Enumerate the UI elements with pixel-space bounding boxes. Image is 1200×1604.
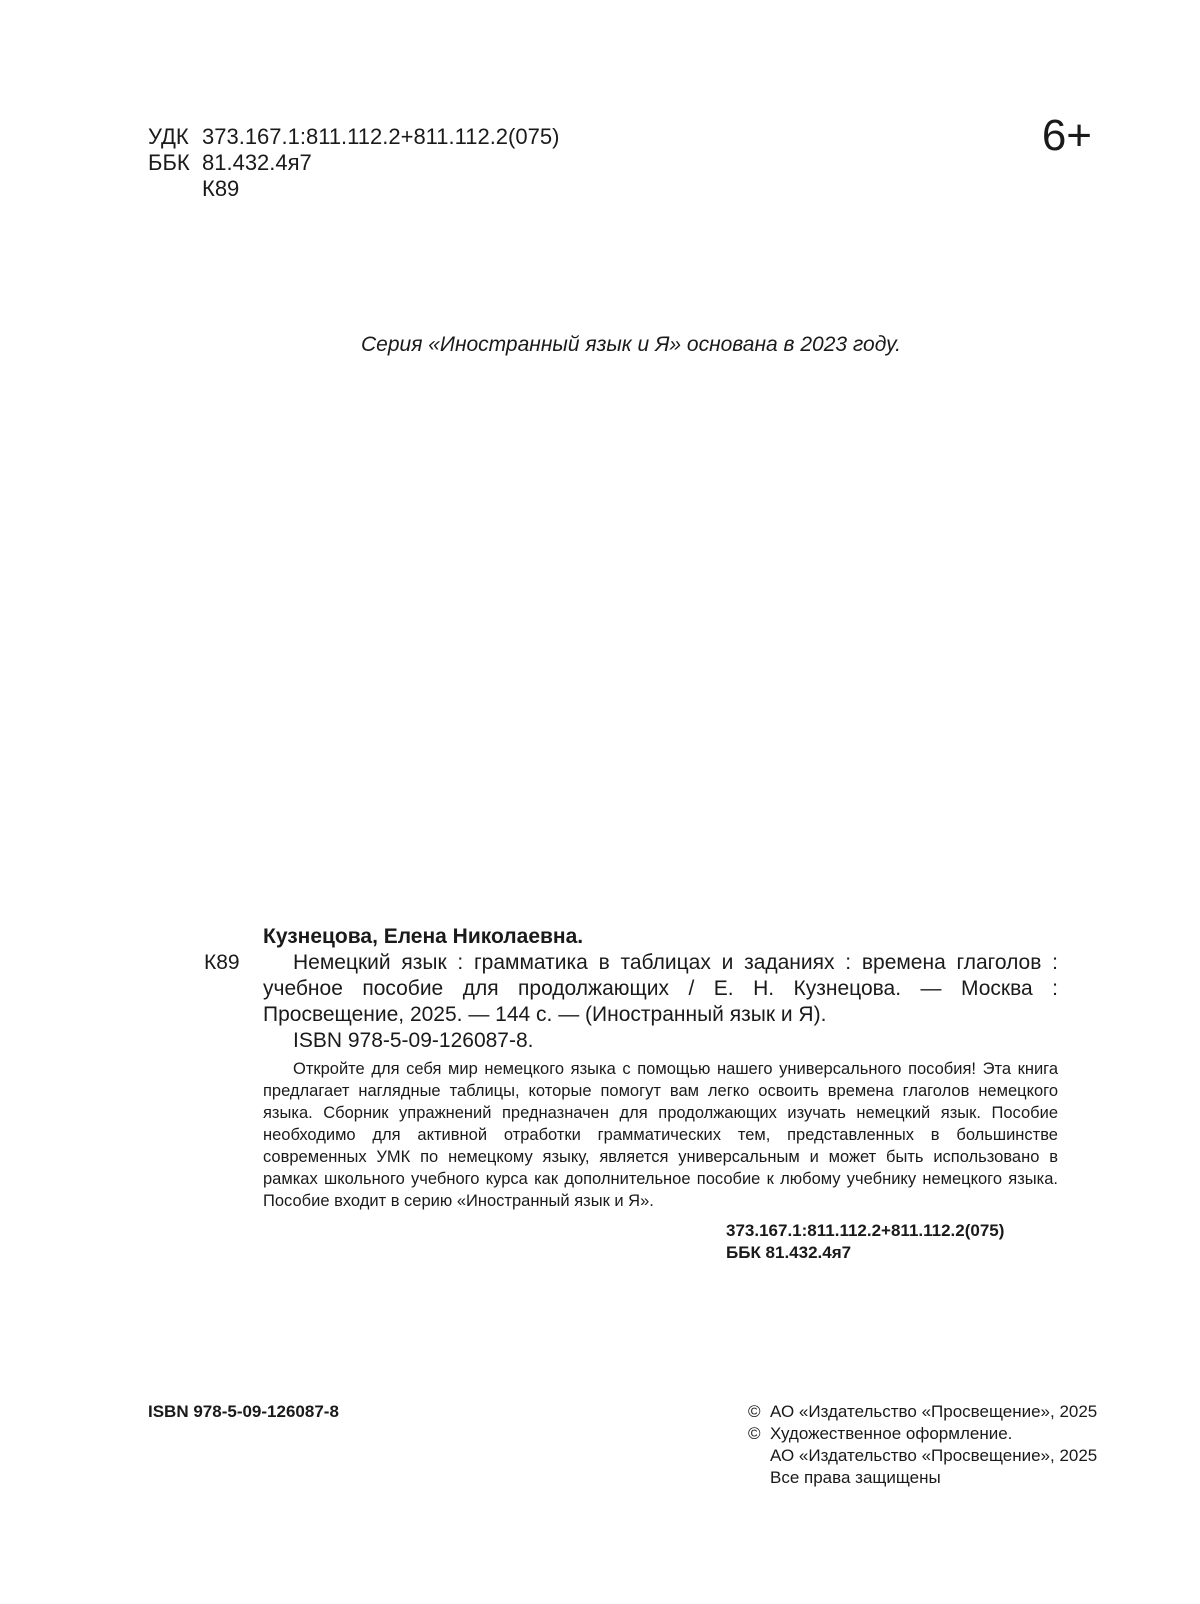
copyright-design: Художественное оформление. <box>770 1424 1013 1443</box>
series-note: Серия «Иностранный язык и Я» основана в 2023 году. <box>360 333 902 356</box>
card-annotation: Откройте для себя мир немецкого языка с помощью нашего универсального пособия! Эта книга предлагает наглядные таблицы, которые помогут вам легко освоить времена глаголов немецкого языка. Сборник упражнений предназначен для продолжающих изучать немецкий язык. Пособие необходимо для активной отработки грамматических тем, представленных в большинстве современных УМК по немецкому языку, является универсальным и может быть использовано в рамках школьного учебного курса как дополнительное пособие к любому учебнику немецкого языка. Пособие входит в серию «Иностранный язык и Я». <box>263 1060 1058 1210</box>
rights-reserved: Все права защищены <box>770 1468 941 1487</box>
bbk-row <box>148 150 559 176</box>
copyright-line-2 <box>748 1423 1097 1445</box>
author-code: К89 <box>202 176 240 201</box>
card-author-code: К89 <box>204 951 240 974</box>
card-author: Кузнецова, Елена Николаевна. <box>263 925 584 948</box>
classification-block <box>148 124 559 202</box>
card-bbk-index: ББК 81.432.4я7 <box>726 1243 852 1262</box>
card-indices <box>726 1220 1058 1264</box>
copyright-publisher: АО «Издательство «Просвещение», 2025 <box>770 1402 1098 1421</box>
copyright-sign: © <box>748 1424 761 1443</box>
udk-row <box>148 124 559 150</box>
bbk-value: 81.432.4я7 <box>202 150 312 175</box>
footer-isbn: ISBN 978-5-09-126087-8 <box>148 1402 339 1421</box>
copyright-design-owner: АО «Издательство «Просвещение», 2025 <box>770 1446 1098 1465</box>
udk-label: УДК <box>148 124 189 149</box>
copyright-block <box>748 1401 1097 1489</box>
bibliographic-card <box>263 924 1058 1264</box>
copyright-line-1 <box>748 1401 1097 1423</box>
udk-value: 373.167.1:811.112.2+811.112.2(075) <box>202 124 560 149</box>
card-title: Немецкий язык : грамматика в таблицах и заданиях : времена глаголов : учебное пособие для продолжающих / Е. Н. Кузнецова. — Москва : Просвещение, 2025. — 144 с. — (Иностранный язык и Я). <box>263 951 1058 1026</box>
copyright-sign: © <box>748 1402 761 1421</box>
card-isbn: ISBN 978-5-09-126087-8. <box>293 1029 534 1052</box>
bbk-label: ББК <box>148 150 190 175</box>
card-udk-index: 373.167.1:811.112.2+811.112.2(075) <box>726 1221 1005 1240</box>
age-rating: 6+ <box>1041 111 1092 160</box>
